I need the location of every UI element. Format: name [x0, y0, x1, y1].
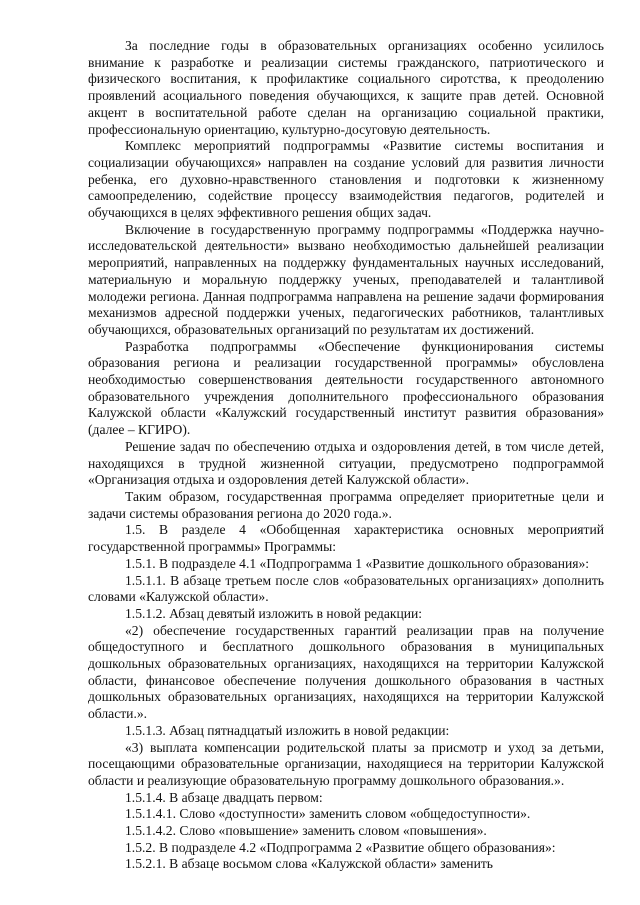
quote-item-2: «2) обеспечение государственных гарантий реализации прав на получение общедоступного и бесплатного дошкольного образования в муниципальных дошкольных образовательных организациях, находящихся на территории Калужской области, финансовое обеспечение получения дошкольного образования в частных дошкольных образовательных организациях, находящихся на территории Калужской области.». [88, 622, 604, 722]
paragraph-upbringing-attention: За последние годы в образовательных организациях особенно усилилось внимание к разработке и реализации системы гражданского, патриотического и физического воспитания, к профилактике социального сиротства, к преодолению проявлений асоциального поведения обучающихся, к защите прав детей. Основной акцент в воспитательной работе сделан на организацию социальной практики, профессиональную ориентацию, культурно-досуговую деятельность. [88, 38, 604, 137]
item-1-5-1-1: 1.5.1.1. В абзаце третьем после слов «образовательных организациях» дополнить словами «Калужской области». [88, 572, 604, 605]
item-1-5-1-4: 1.5.1.4. В абзаце двадцать первом: [125, 789, 323, 805]
item-1-5-1: 1.5.1. В подразделе 4.1 «Подпрограмма 1 «Развитие дошкольного образования»: [125, 555, 590, 571]
paragraph-functioning-subprogram: Разработка подпрограммы «Обеспечение функционирования системы образования региона и реализации государственной программы» обусловлена необходимостью совершенствования деятельности государственного автономного образовательного учреждения дополнительного профессионального образования Калужской области «Калужский государственный институт развития образования» (далее – КГИРО). [88, 338, 604, 438]
paragraph-rest-subprogram: Решение задач по обеспечению отдыха и оздоровления детей, в том числе детей, находящихся в трудной жизненной ситуации, предусмотрено подпрограммой «Организация отдыха и оздоровления детей Калужской области». [88, 438, 604, 488]
paragraph-conclusion: Таким образом, государственная программа определяет приоритетные цели и задачи системы образования региона до 2020 года.». [88, 488, 604, 521]
item-1-5-1-2: 1.5.1.2. Абзац девятый изложить в новой редакции: [125, 605, 423, 621]
paragraph-upbringing-subprogram: Комплекс мероприятий подпрограммы «Развитие системы воспитания и социализации обучающихся» направлен на создание условий для развития личности ребенка, его духовно-нравственного становления и подготовки к жизненному самоопределению, содействие процессу взаимодействия педагогов, родителей и обучающихся в целях эффективного решения общих задач. [88, 138, 604, 221]
item-1-5-1-4-2: 1.5.1.4.2. Слово «повышение» заменить словом «повышения». [125, 823, 487, 839]
quote-item-3: «3) выплата компенсации родительской платы за присмотр и уход за детьми, посещающими образовательные организации, находящиеся на территории Калужской области и реализующие образовательную программу дошкольного образования.». [88, 739, 604, 788]
item-1-5-1-3: 1.5.1.3. Абзац пятнадцатый изложить в новой редакции: [125, 722, 450, 738]
document-body [88, 38, 604, 873]
item-1-5-2-1: 1.5.2.1. В абзаце восьмом слова «Калужской области» заменить [125, 856, 493, 872]
item-1-5-1-4-1: 1.5.1.4.1. Слово «доступности» заменить словом «общедоступности». [125, 806, 531, 822]
item-1-5-2: 1.5.2. В подразделе 4.2 «Подпрограмма 2 «Развитие общего образования»: [125, 839, 556, 855]
item-1-5: 1.5. В разделе 4 «Обобщенная характеристика основных мероприятий государственной программы» Программы: [88, 522, 604, 555]
paragraph-research-subprogram: Включение в государственную программу подпрограммы «Поддержка научно-исследовательской деятельности» вызвано необходимостью дальнейшей реализации мероприятий, направленных на поддержку фундаментальных научных исследований, материальную и моральную поддержку ученых, преподавателей и талантливой молодежи региона. Данная подпрограмма направлена на решение задачи формирования механизмов адресной поддержки ученых, педагогических работников, талантливых обучающихся, образовательных организаций по результатам их достижений. [88, 221, 604, 337]
